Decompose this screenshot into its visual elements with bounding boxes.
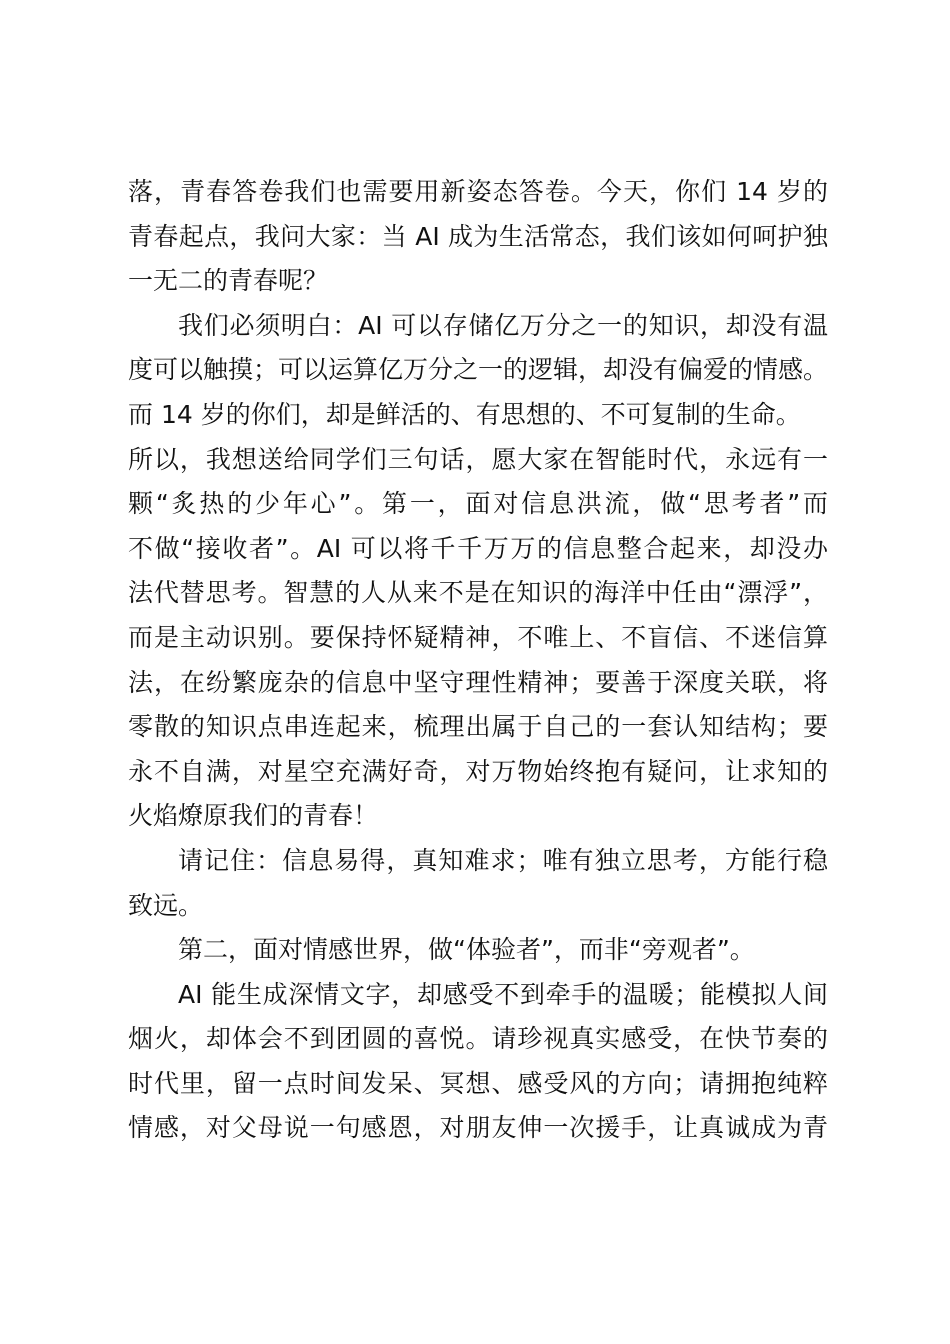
text-line: 火焰燎原我们的青春！ [128,801,379,831]
text-line: 而 14 岁的你们，却是鲜活的、有思想的、不可复制的生命。 [128,399,801,429]
text-line: 不做“接收者”。AI 可以将千千万万的信息整合起来，却没办 [128,533,828,563]
text-line: 时代里，留一点时间发呆、冥想、感受风的方向；请拥抱纯粹 [128,1068,828,1098]
text-line: 请记住：信息易得，真知难求；唯有独立思考，方能行稳 [178,845,828,875]
text-line: 法代替思考。智慧的人从来不是在知识的海洋中任由“漂浮”， [128,578,828,608]
text-line: 我们必须明白：AI 可以存储亿万分之一的知识，却没有温 [178,310,828,340]
text-line: 第二，面对情感世界，做“体验者”，而非“旁观者”。 [178,935,755,965]
text-line: 一无二的青春呢？ [128,266,329,296]
text-line: 零散的知识点串连起来，梳理出属于自己的一套认知结构；要 [128,712,828,742]
text-line: 法，在纷繁庞杂的信息中坚守理性精神；要善于深度关联，将 [128,667,828,697]
text-line: AI 能生成深情文字，却感受不到牵手的温暖；能模拟人间 [178,979,828,1009]
text-line: 永不自满，对星空充满好奇，对万物始终抱有疑问，让求知的 [128,756,828,786]
text-line: 致远。 [128,890,204,920]
text-line: 而是主动识别。要保持怀疑精神，不唯上、不盲信、不迷信算 [128,622,828,652]
text-line: 情感，对父母说一句感恩，对朋友伸一次援手，让真诚成为青 [128,1113,828,1143]
text-line: 烟火，却体会不到团圆的喜悦。请珍视真实感受，在快节奏的 [128,1024,828,1054]
text-line: 青春起点，我问大家：当 AI 成为生活常态，我们该如何呵护独 [128,221,828,251]
text-line: 颗“炙热的少年心”。第一，面对信息洪流，做“思考者”而 [128,489,828,519]
body-text [128,170,828,1151]
text-line: 所以，我想送给同学们三句话，愿大家在智能时代，永远有一 [128,444,828,474]
text-line: 落，青春答卷我们也需要用新姿态答卷。今天，你们 14 岁的 [128,177,828,206]
text-line: 度可以触摸；可以运算亿万分之一的逻辑，却没有偏爱的情感。 [128,355,828,385]
